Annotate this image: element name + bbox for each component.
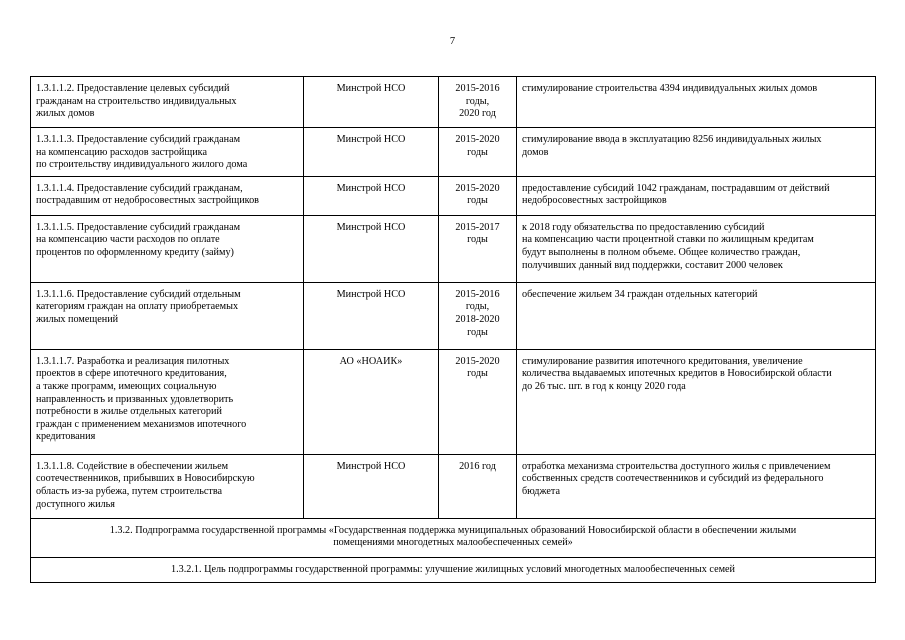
- period-cell-line: годы,: [465, 301, 490, 313]
- result-cell-line: предоставление субсидий 1042 гражданам, пострадавшим от действий: [522, 182, 830, 194]
- executor-cell: Минстрой НСО: [304, 282, 439, 349]
- result-cell-line: собственных средств соотечественников и субсидий из федерального: [522, 473, 824, 485]
- period-cell-line: годы: [467, 368, 488, 380]
- table-row: [31, 349, 876, 454]
- subprogram-heading-line: помещениями многодетных малообеспеченных семей»: [333, 537, 573, 549]
- subprogram-heading-row: [31, 518, 876, 557]
- period-cell: [439, 176, 517, 215]
- result-cell-line: обеспечение жильем 34 граждан отдельных категорий: [522, 288, 758, 300]
- measure-cell-line: доступного жилья: [36, 498, 115, 510]
- measure-cell-line: 1.3.1.1.6. Предоставление субсидий отдельным: [36, 288, 241, 300]
- executor-cell: Минстрой НСО: [304, 176, 439, 215]
- period-cell-line: годы: [467, 195, 488, 207]
- result-cell: [517, 282, 876, 349]
- measure-cell-line: кредитования: [36, 431, 96, 443]
- executor-cell: Минстрой НСО: [304, 77, 439, 128]
- subprogram-heading-line: 1.3.2. Подпрограмма государственной программы «Государственная поддержка муниципальных образований Новосибирской области в обеспечении жилыми: [109, 524, 797, 536]
- period-cell-line: 2016 год: [459, 460, 496, 472]
- measure-cell-line: процентов по оформленному кредиту (займу): [36, 246, 234, 258]
- period-cell-line: 2015-2020: [455, 182, 500, 194]
- period-cell-line: 2020 год: [459, 108, 496, 120]
- measure-cell: [31, 176, 304, 215]
- result-cell-line: стимулирование развития ипотечного кредитования, увеличение: [522, 355, 803, 367]
- subprogram-heading: [31, 518, 876, 557]
- result-cell: [517, 176, 876, 215]
- page-number: 7: [449, 36, 456, 47]
- subprogram-goal-row: [31, 557, 876, 582]
- measure-cell-line: а также программ, имеющих социальную: [36, 380, 217, 392]
- subprogram-goal: [31, 557, 876, 582]
- period-cell-line: годы: [467, 326, 488, 338]
- period-cell-line: 2015-2020: [455, 134, 500, 145]
- result-cell-line: недобросовестных застройщиков: [522, 195, 667, 207]
- period-cell: [439, 77, 517, 128]
- result-cell-line: на компенсацию части процентной ставки по жилищным кредитам: [522, 234, 814, 246]
- measure-cell-line: пострадавшим от недобросовестных застройщиков: [36, 195, 259, 207]
- measure-cell-line: по строительству индивидуального жилого дома: [36, 159, 248, 171]
- measure-cell: [31, 128, 304, 177]
- period-cell-line: 2015-2017: [455, 221, 500, 233]
- measure-cell-line: гражданам на строительство индивидуальных: [36, 95, 237, 107]
- result-cell-line: бюджета: [522, 485, 560, 497]
- table-row: [31, 282, 876, 349]
- period-cell: [439, 215, 517, 282]
- table-row: [31, 454, 876, 518]
- table-row: [31, 128, 876, 177]
- executor-cell: Минстрой НСО: [304, 128, 439, 177]
- measure-cell-line: жилых домов: [36, 108, 95, 120]
- period-cell-line: годы: [467, 146, 488, 158]
- period-cell: [439, 454, 517, 518]
- executor-cell: Минстрой НСО: [304, 215, 439, 282]
- measure-cell-line: 1.3.1.1.2. Предоставление целевых субсидий: [36, 83, 230, 94]
- table-row: [31, 176, 876, 215]
- period-cell-line: 2015-2020: [455, 355, 500, 367]
- measure-cell-line: категориям граждан на оплату приобретаемых: [36, 301, 239, 313]
- period-cell-line: 2018-2020: [455, 313, 500, 325]
- measure-cell-line: направленность и призванных удовлетворить: [36, 393, 234, 405]
- measure-cell-line: проектов в сфере ипотечного кредитования,: [36, 368, 227, 380]
- measure-cell-line: на компенсацию части расходов по оплате: [36, 234, 220, 246]
- executor-cell: Минстрой НСО: [304, 454, 439, 518]
- measure-cell: [31, 349, 304, 454]
- period-cell-line: 2015-2016: [455, 83, 500, 94]
- measure-cell-line: 1.3.1.1.7. Разработка и реализация пилотных: [36, 355, 230, 367]
- result-cell-line: стимулирование строительства 4394 индивидуальных жилых домов: [522, 83, 818, 94]
- result-cell: [517, 77, 876, 128]
- measure-cell: [31, 282, 304, 349]
- result-cell-line: до 26 тыс. шт. в год к концу 2020 года: [522, 380, 686, 392]
- result-cell-line: количества выдаваемых ипотечных кредитов в Новосибирской области: [522, 368, 832, 380]
- result-cell-line: отработка механизма строительства доступного жилья с привлечением: [522, 460, 831, 472]
- result-cell: [517, 454, 876, 518]
- measure-cell-line: граждан с применением механизмов ипотечного: [36, 418, 247, 430]
- measure-cell: [31, 454, 304, 518]
- period-cell-line: годы: [467, 234, 488, 246]
- result-cell-line: будут выполнены в полном объеме. Общее количество граждан,: [522, 246, 801, 258]
- period-cell: [439, 349, 517, 454]
- measures-table: [30, 76, 876, 583]
- executor-cell: АО «НОАИК»: [304, 349, 439, 454]
- period-cell: [439, 282, 517, 349]
- result-cell: [517, 215, 876, 282]
- measures-table-body: [31, 77, 876, 583]
- result-cell: [517, 128, 876, 177]
- measure-cell: [31, 77, 304, 128]
- measure-cell-line: потребности в жилье отдельных категорий: [36, 406, 222, 418]
- measure-cell-line: 1.3.1.1.5. Предоставление субсидий гражданам: [36, 221, 241, 233]
- table-row: [31, 77, 876, 128]
- period-cell-line: годы,: [465, 95, 490, 107]
- measure-cell-line: 1.3.1.1.3. Предоставление субсидий гражданам: [36, 134, 241, 145]
- measure-cell-line: 1.3.1.1.4. Предоставление субсидий гражданам,: [36, 182, 243, 194]
- result-cell-line: получивших данный вид поддержки, составит 2000 человек: [522, 259, 783, 271]
- measure-cell-line: соотечественников, прибывших в Новосибирскую: [36, 473, 255, 485]
- period-cell: [439, 128, 517, 177]
- subprogram-goal-line: 1.3.2.1. Цель подпрограммы государственной программы: улучшение жилищных условий многодетных малообеспеченных семей: [170, 563, 736, 575]
- result-cell-line: стимулирование ввода в эксплуатацию 8256 индивидуальных жилых: [522, 134, 822, 145]
- measure-cell-line: 1.3.1.1.8. Содействие в обеспечении жильем: [36, 460, 229, 472]
- measure-cell-line: жилых помещений: [36, 313, 119, 325]
- result-cell-line: домов: [522, 146, 549, 158]
- period-cell-line: 2015-2016: [455, 288, 500, 300]
- measure-cell-line: на компенсацию расходов застройщика: [36, 146, 207, 158]
- measure-cell: [31, 215, 304, 282]
- measure-cell-line: область из-за рубежа, путем строительства: [36, 485, 223, 497]
- table-row: [31, 215, 876, 282]
- result-cell-line: к 2018 году обязательства по предоставлению субсидий: [522, 221, 765, 233]
- result-cell: [517, 349, 876, 454]
